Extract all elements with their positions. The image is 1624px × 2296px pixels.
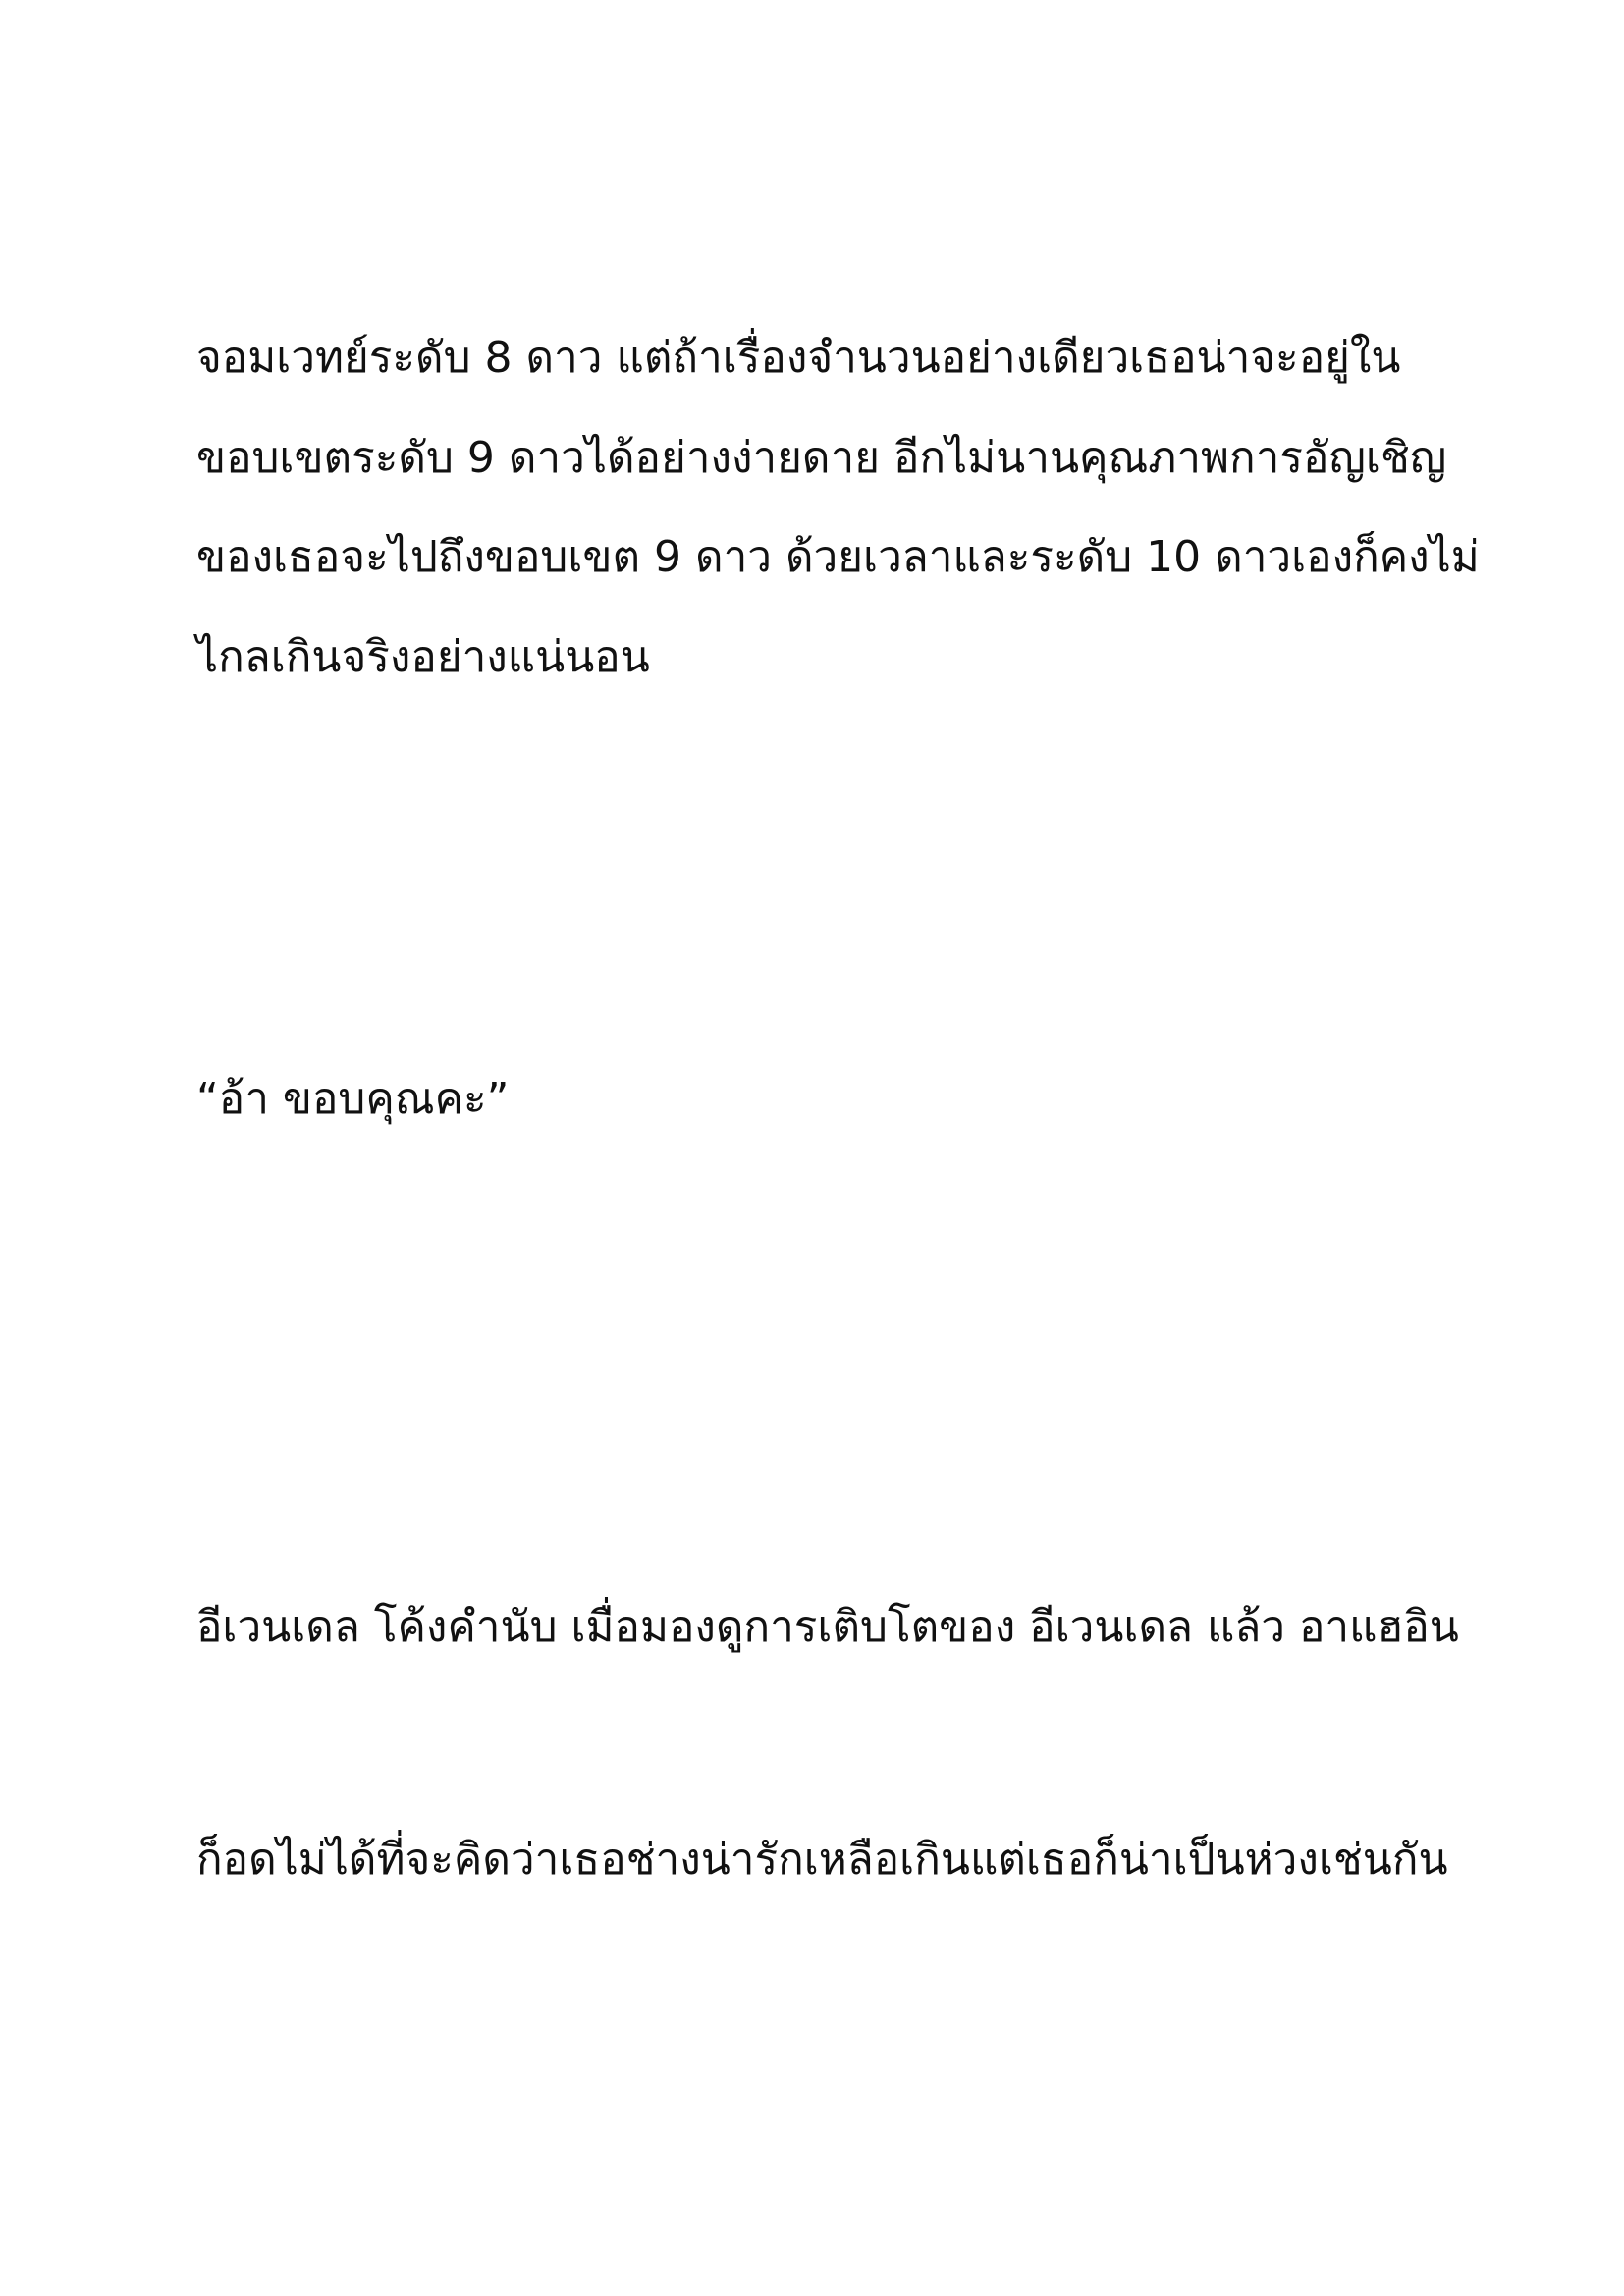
paragraph-1-line-3: ของเธอจะไปถึงขอบเขต 9 ดาว ด้วยเวลาและระดับ 10 ดาวเองก็คงไม่ (196, 532, 1480, 582)
dialogue-line: “อ้า ขอบคุณคะ” (196, 1074, 510, 1124)
paragraph-3: ก็อดไม่ได้ที่จะคิดว่าเธอช่างน่ารักเหลือเกินแต่เธอก็น่าเป็นห่วงเช่นกัน (196, 1835, 1448, 1885)
paragraph-1-line-2: ขอบเขตระดับ 9 ดาวได้อย่างง่ายดาย อีกไม่นานคุณภาพการอัญเชิญ (196, 433, 1447, 483)
paragraph-1-line-1: จอมเวทย์ระดับ 8 ดาว แต่ถ้าเรื่องจำนวนอย่างเดียวเธอน่าจะอยู่ใน (196, 333, 1401, 383)
paragraph-1-line-4: ไกลเกินจริงอย่างแน่นอน (196, 632, 650, 682)
paragraph-2: อีเวนเดล โค้งคำนับ เมื่อมองดูการเติบโตของ อีเวนเดล แล้ว อาแฮอิน (196, 1602, 1459, 1652)
